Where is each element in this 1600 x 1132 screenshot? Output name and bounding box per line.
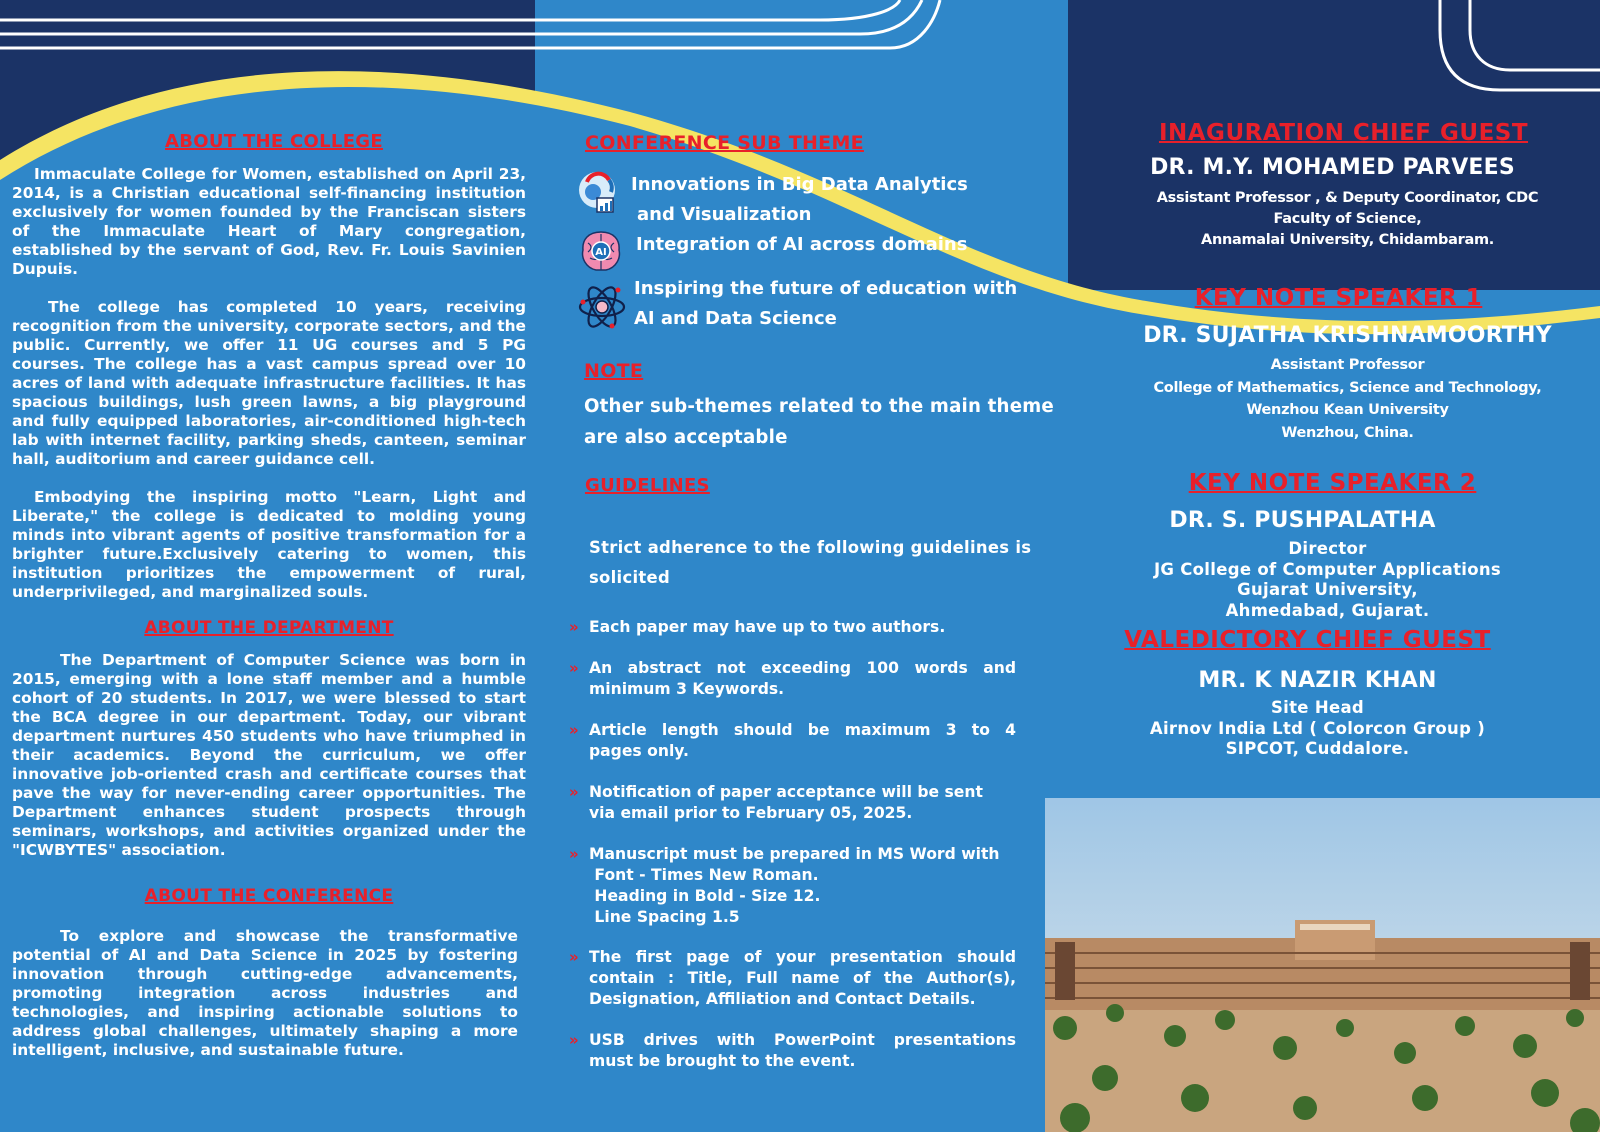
- inauguration-d1: Assistant Professor , & Deputy Coordinator, CDC: [1156, 190, 1539, 206]
- valedictory-d3: SIPCOT, Cuddalore.: [1225, 739, 1410, 758]
- guidelines-title: GUIDELINES: [585, 475, 710, 496]
- guideline-5-line4: Line Spacing 1.5: [589, 908, 740, 926]
- note-title: NOTE: [584, 360, 644, 382]
- guideline-5-line2: Font - Times New Roman.: [589, 866, 819, 884]
- sub-theme-title: CONFERENCE SUB THEME: [585, 132, 864, 154]
- note-text: [584, 391, 1054, 453]
- keynote2-d1: Director: [1288, 539, 1367, 558]
- list-item: [569, 844, 1016, 928]
- keynote1-desc: [1120, 354, 1575, 444]
- sub-theme-3-line2: AI and Data Science: [634, 308, 837, 329]
- guideline-6-line3: Designation, Affiliation and Contact Details.: [589, 990, 976, 1008]
- valedictory-desc: [1075, 698, 1560, 760]
- arrow-icon: »: [569, 1031, 579, 1049]
- about-college-title: ABOUT THE COLLEGE: [165, 131, 383, 152]
- keynote2-desc: [1100, 539, 1555, 621]
- list-item: [569, 947, 1016, 1010]
- keynote1-d1: Assistant Professor: [1270, 357, 1425, 373]
- guideline-2-line1: An abstract not exceeding 100 words and: [589, 659, 1016, 677]
- keynote1-name: DR. SUJATHA KRISHNAMOORTHY: [1143, 323, 1552, 348]
- guidelines-intro-line2: solicited: [589, 568, 670, 587]
- sub-theme-1-line1: Innovations in Big Data Analytics: [631, 174, 968, 195]
- list-item: [569, 658, 1016, 700]
- guideline-7-line1: USB drives with PowerPoint presentations: [589, 1031, 1016, 1049]
- keynote1-block: [1120, 285, 1575, 444]
- inauguration-desc: [1120, 188, 1575, 251]
- arrow-icon: »: [569, 659, 579, 677]
- svg-text:AI: AI: [595, 247, 607, 258]
- list-item: [569, 720, 1016, 762]
- sub-theme-item: [578, 228, 967, 274]
- about-college-p3: Embodying the inspiring motto "Learn, Light and Liberate," the college is dedicated to molding young minds into vibrant agents of positive transformation for a brighter future.Exclusively catering to women, this institution prioritizes the empowerment of rural, underprivileged, and marginalized souls.: [12, 488, 526, 601]
- ai-brain-icon: [578, 228, 624, 274]
- guideline-7-line2: must be brought to the event.: [589, 1052, 856, 1070]
- arrow-icon: »: [569, 618, 579, 636]
- arrow-icon: »: [569, 783, 579, 801]
- arrow-icon: »: [569, 845, 579, 863]
- guidelines-intro-line1: Strict adherence to the following guidelines is: [589, 538, 1032, 557]
- keynote1-d2: College of Mathematics, Science and Technology,: [1153, 379, 1542, 396]
- list-item: [569, 782, 1016, 824]
- about-department-title: ABOUT THE DEPARTMENT: [144, 618, 394, 638]
- sub-theme-1-line2: and Visualization: [637, 204, 812, 225]
- keynote2-d3: Gujarat University,: [1237, 580, 1418, 599]
- valedictory-block: [1105, 627, 1560, 760]
- guideline-4-line1: Notification of paper acceptance will be sent: [589, 783, 983, 801]
- list-item: [569, 1030, 1016, 1072]
- guideline-6-line2: contain : Title, Full name of the Author(s),: [589, 969, 1016, 987]
- inauguration-guest-block: [1120, 120, 1575, 251]
- inauguration-title: INAGURATION CHIEF GUEST: [1158, 120, 1529, 146]
- about-conference-p1: To explore and showcase the transformative potential of AI and Data Science in 2025 by fostering innovation through cutting-edge advancements, promoting integration across industries and technologies, and inspiring actionable solutions to address global challenges, ultimately shaping a more intelligent, inclusive, and sustainable future.: [12, 927, 518, 1059]
- inauguration-d2: Faculty of Science,: [1273, 211, 1422, 227]
- about-college-p2: The college has completed 10 years, receiving recognition from the university, corporate sectors, and the public. Currently, we offer 11 UG courses and 5 PG courses. The college has a vast campus spread over 10 acres of land with adequate infrastructure facilities. It has spacious buildings, lush green lawns, a big playground and fully equipped laboratories, air-conditioned high-tech lab with internet facility, parking sheds, canteen, seminar hall, auditorium and career guidance cell.: [12, 298, 526, 468]
- sub-theme-3-line1: Inspiring the future of education with: [634, 278, 1018, 299]
- inauguration-d3: Annamalai University, Chidambaram.: [1201, 232, 1494, 248]
- keynote2-d4: Ahmedabad, Gujarat.: [1225, 600, 1430, 620]
- sub-theme-item: [578, 280, 1017, 334]
- sub-theme-item: [575, 168, 968, 230]
- atom-icon: [578, 280, 626, 334]
- about-conference-text: [12, 927, 518, 1060]
- campus-photo: [1045, 798, 1600, 1132]
- guideline-4-line2: via email prior to February 05, 2025.: [589, 804, 913, 822]
- note-line2: are also acceptable: [584, 427, 788, 448]
- guideline-2-line2: minimum 3 Keywords.: [589, 680, 785, 698]
- keynote1-d4: Wenzhou, China.: [1281, 424, 1414, 441]
- about-conference-title: ABOUT THE CONFERENCE: [144, 886, 394, 906]
- guideline-5-line1: Manuscript must be prepared in MS Word with: [589, 845, 1000, 863]
- note-line1: Other sub-themes related to the main theme: [584, 396, 1054, 417]
- sub-theme-2-line1: Integration of AI across domains: [636, 234, 968, 255]
- about-college-p1: Immaculate College for Women, established on April 23, 2014, is a Christian educational self-financing institution exclusively for women founded by the Franciscan sisters of the Immaculate Heart of Mary congregation, established by the servant of God, Rev. Fr. Louis Savinien Dupuis.: [12, 165, 526, 278]
- arrow-icon: »: [569, 948, 579, 966]
- keynote1-title: KEY NOTE SPEAKER 1: [1194, 285, 1483, 311]
- left-column: [12, 131, 526, 1060]
- guideline-3-line2: pages only.: [589, 742, 689, 760]
- keynote2-name: DR. S. PUSHPALATHA: [1169, 508, 1436, 533]
- keynote1-d3: Wenzhou Kean University: [1246, 402, 1449, 418]
- arrow-icon: »: [569, 721, 579, 739]
- keynote2-block: [1100, 470, 1555, 621]
- valedictory-d2: Airnov India Ltd ( Colorcon Group ): [1149, 718, 1486, 738]
- about-department-text: [12, 651, 526, 860]
- list-item: [569, 617, 945, 638]
- inauguration-name: DR. M.Y. MOHAMED PARVEES: [1150, 155, 1515, 180]
- data-analytics-head-icon: [575, 168, 623, 218]
- valedictory-name: MR. K NAZIR KHAN: [1198, 668, 1437, 693]
- guideline-1-line1: Each paper may have up to two authors.: [589, 618, 946, 636]
- about-department-p1: The Department of Computer Science was born in 2015, emerging with a lone staff member and a humble cohort of 20 students. In 2017, we were blessed to start the BCA degree in our department. Today, our vibrant department nurtures 450 students who have triumphed in their academics. Beyond the curriculum, we offer innovative job-oriented crash and certificate courses that pave the way for never-ending career opportunities. The Department enhances student prospects through seminars, workshops, and activities organized under the "ICWBYTES" association.: [12, 651, 526, 859]
- keynote2-title: KEY NOTE SPEAKER 2: [1188, 470, 1477, 496]
- keynote2-d2: JG College of Computer Applications: [1153, 559, 1502, 579]
- guidelines-intro: [589, 533, 1031, 593]
- guideline-6-line1: The first page of your presentation should: [589, 948, 1016, 966]
- guideline-5-line3: Heading in Bold - Size 12.: [589, 887, 821, 905]
- guideline-3-line1: Article length should be maximum 3 to 4: [589, 721, 1016, 739]
- about-college-text: [12, 165, 526, 602]
- valedictory-d1: Site Head: [1270, 698, 1364, 717]
- valedictory-title: VALEDICTORY CHIEF GUEST: [1124, 627, 1491, 653]
